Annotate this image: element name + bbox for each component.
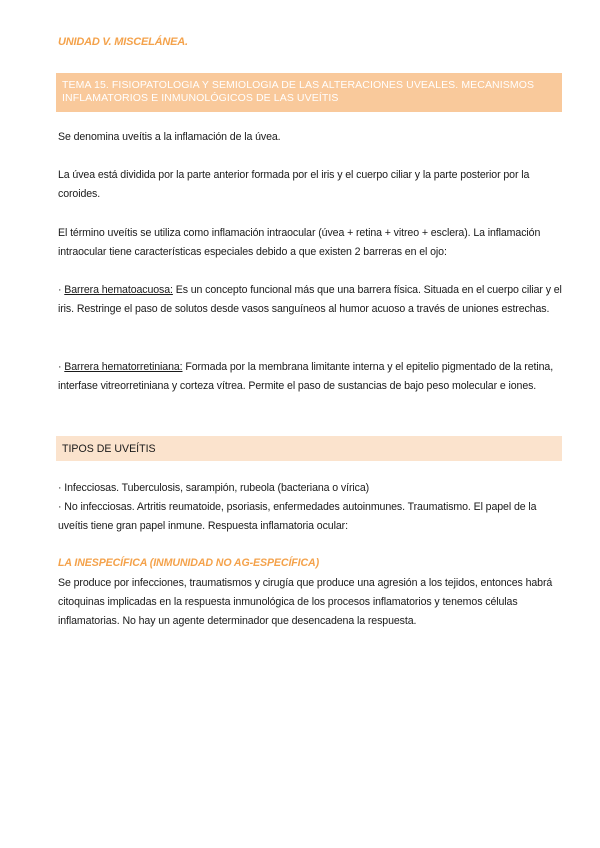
- list-item: · Infecciosas. Tuberculosis, sarampión, rubeola (bacteriana o vírica): [58, 482, 370, 494]
- paragraph-nonspecific: Se produce por infecciones, traumatismos y cirugía que produce una agresión a los tejidos, entonces habrá citoquinas implicadas en la respuesta inmunológica de los procesos inflamatorios y tenemos células inflamatorias. No hay un agente determinador que desencadena la respuesta.: [58, 577, 553, 627]
- barrier-item-hematorretiniana: [58, 358, 563, 396]
- barrier-item-hematoacuosa: [58, 281, 563, 319]
- types-list: [58, 479, 563, 536]
- topic-title-banner: TEMA 15. FISIOPATOLOGIA Y SEMIOLOGIA DE LAS ALTERACIONES UVEALES. MECANISMOS INFLAMATORIOS E INMUNOLÓGICOS DE LAS UVEÍTIS: [56, 73, 562, 112]
- bullet: ·: [58, 361, 65, 373]
- section-title-banner: TIPOS DE UVEÍTIS: [56, 436, 562, 461]
- list-item: · No infecciosas. Artritis reumatoide, psoriasis, enfermedades autoinmunes. Traumatismo. El papel de la uveítis tiene gran papel inmune. Respuesta inflamatoria ocular:: [58, 501, 537, 532]
- barrier-term: Barrera hematoacuosa:: [64, 284, 173, 296]
- unit-title: UNIDAD V. MISCELÁNEA.: [58, 36, 188, 48]
- bullet: ·: [58, 284, 65, 296]
- paragraph-intraocular: El término uveítis se utiliza como inflamación intraocular (úvea + retina + vitreo + esclera). La inflamación intraocular tiene características especiales debido a que existen 2 barreras en el ojo:: [58, 227, 541, 258]
- barrier-term: Barrera hematorretiniana:: [64, 361, 183, 373]
- barrier-description: Es un concepto funcional más que una barrera física. Situada en el cuerpo ciliar y el iris. Restringe el paso de solutos desde vasos sanguíneos al humor acuoso a través de uniones estrechas.: [58, 284, 562, 315]
- paragraph-definition: Se denomina uveítis a la inflamación de la úvea.: [58, 131, 281, 143]
- barrier-description: Formada por la membrana limitante interna y el epitelio pigmentado de la retina, interfase vitreorretiniana y corteza vítrea. Permite el paso de sustancias de bajo peso molecular e iones.: [58, 361, 554, 392]
- subheading: LA INESPECÍFICA (INMUNIDAD NO AG-ESPECÍFICA): [58, 557, 320, 569]
- paragraph-uvea-parts: La úvea está dividida por la parte anterior formada por el iris y el cuerpo ciliar y la parte posterior por la coroides.: [58, 169, 530, 200]
